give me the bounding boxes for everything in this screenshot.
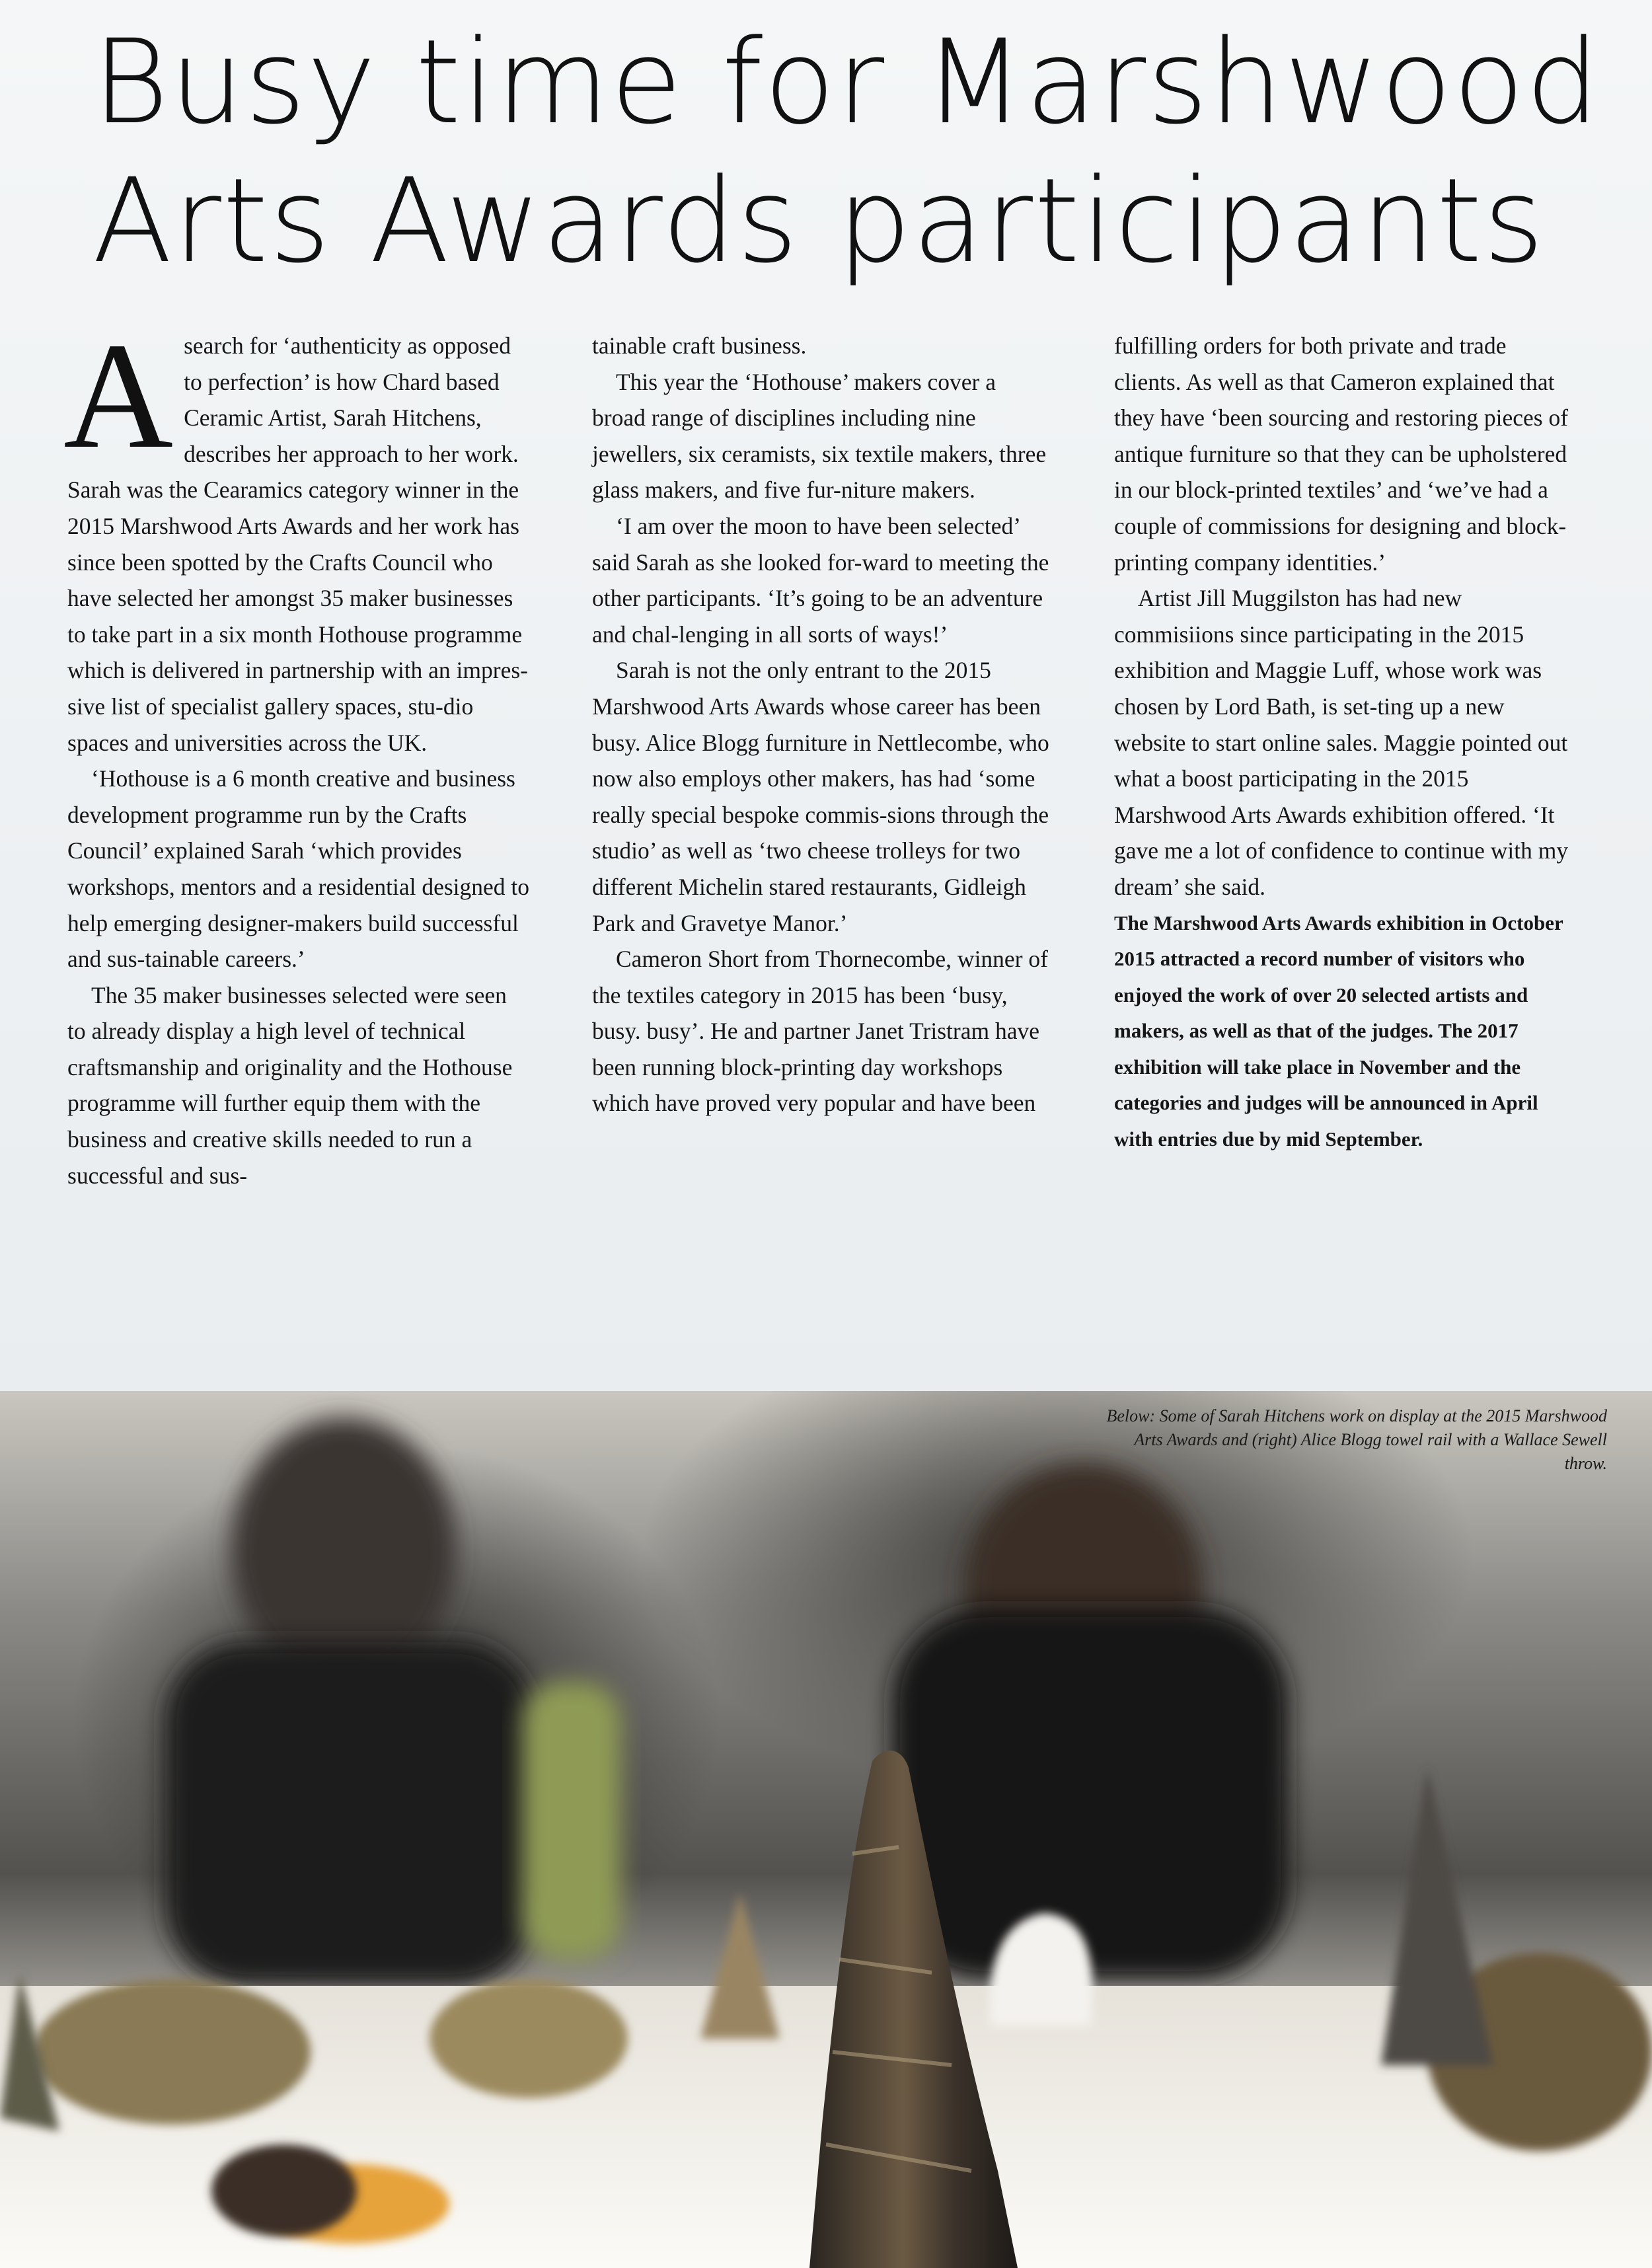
column1-paragraph-2: ‘Hothouse is a 6 month creative and business development programme run by the Crafts Council’ explained Sarah ‘which provides workshops, mentors and a residential designed to help emerging designer-makers build successful and sus-tainable careers.’ [67,765,530,973]
column1-paragraph-3: The 35 maker businesses selected were seen to already display a high level of technical craftsmanship and originality and the Hothouse programme will further equip them with the business and creative skills needed to run a successful and sus- [67,981,513,1189]
article-column-3 [1114,328,1577,1158]
headline-line-2: Arts Awards participants [93,153,1546,289]
headline-line-1: Busy time for Marshwood [93,15,1601,150]
article-column-2 [592,328,1055,1121]
column1-paragraph-1: search for ‘authenticity as opposed to perfection’ is how Chard based Ceramic Artist, Sarah Hitchens, describes her approach to her work. Sarah was the Cearamics category winner in the 2015 Marshwood Arts Awards and her work has since been spotted by the Crafts Council who have selected her amongst 35 maker businesses to take part in a six month Hothouse programme which is delivered in partnership with an impres-sive list of specialist gallery spaces, stu-dio spaces and universities across the UK. [67,332,528,756]
column3-paragraph-1: fulfilling orders for both private and trade clients. As well as that Cameron explained that they have ‘been sourcing and restoring pieces of antique furniture so that they can be upholstered in our block-printed textiles’ and ‘we’ve had a couple of commissions for designing and block-printing company identities.’ [1114,332,1569,576]
column2-paragraph-2: This year the ‘Hothouse’ makers cover a broad range of disciplines including nine jewellers, six ceramists, six textile makers, three glass makers, and five fur-niture makers. [592,368,1047,504]
drop-cap: A [63,311,174,480]
photo-caption: Below: Some of Sarah Hitchens work on display at the 2015 Marshwood Arts Awards and (right) Alice Blogg towel rail with a Wallace Sewell throw. [1106,1406,1607,1473]
column3-paragraph-2: Artist Jill Muggilston has had new commisiions since participating in the 2015 exhibition and Maggie Luff, whose work was chosen by Lord Bath, is set-ting up a new website to start online sales. Maggie pointed out what a boost participating in the 2015 Marshwood Arts Awards exhibition offered. ‘It gave me a lot of confidence to continue with my dream’ she said. [1114,585,1569,900]
article-column-1 [63,311,530,1193]
exhibition-note: The Marshwood Arts Awards exhibition in October 2015 attracted a record number of visitors who enjoyed the work of over 20 selected artists and makers, as well as that of the judges. The 2017 exhibition will take place in November and the categories and judges will be announced in April with entries due by mid September. [1114,911,1563,1151]
column2-paragraph-3: ‘I am over the moon to have been selected’ said Sarah as she looked for-ward to meeting the other participants. ‘It’s going to be an adventure and chal-lenging in all sorts of ways!’ [592,512,1049,648]
column2-paragraph-4: Sarah is not the only entrant to the 2015 Marshwood Arts Awards whose career has been busy. Alice Blogg furniture in Nettlecombe, who now also employs other makers, has had ‘some really special bespoke commis-sions through the studio’ as well as ‘two cheese trolleys for two different Michelin stared restaurants, Gidleigh Park and Gravetye Manor.’ [592,657,1049,936]
ceramics-photo-illustration [0,1391,1652,2268]
column2-paragraph-1: tainable craft business. [592,332,807,359]
column2-paragraph-5: Cameron Short from Thornecombe, winner of the textiles category in 2015 has been ‘busy, busy. busy’. He and partner Janet Tristram have been running block-printing day workshops which have proved very popular and have been [592,946,1048,1117]
ceramics-photo [0,1391,1652,2268]
article-headline [93,13,1601,291]
